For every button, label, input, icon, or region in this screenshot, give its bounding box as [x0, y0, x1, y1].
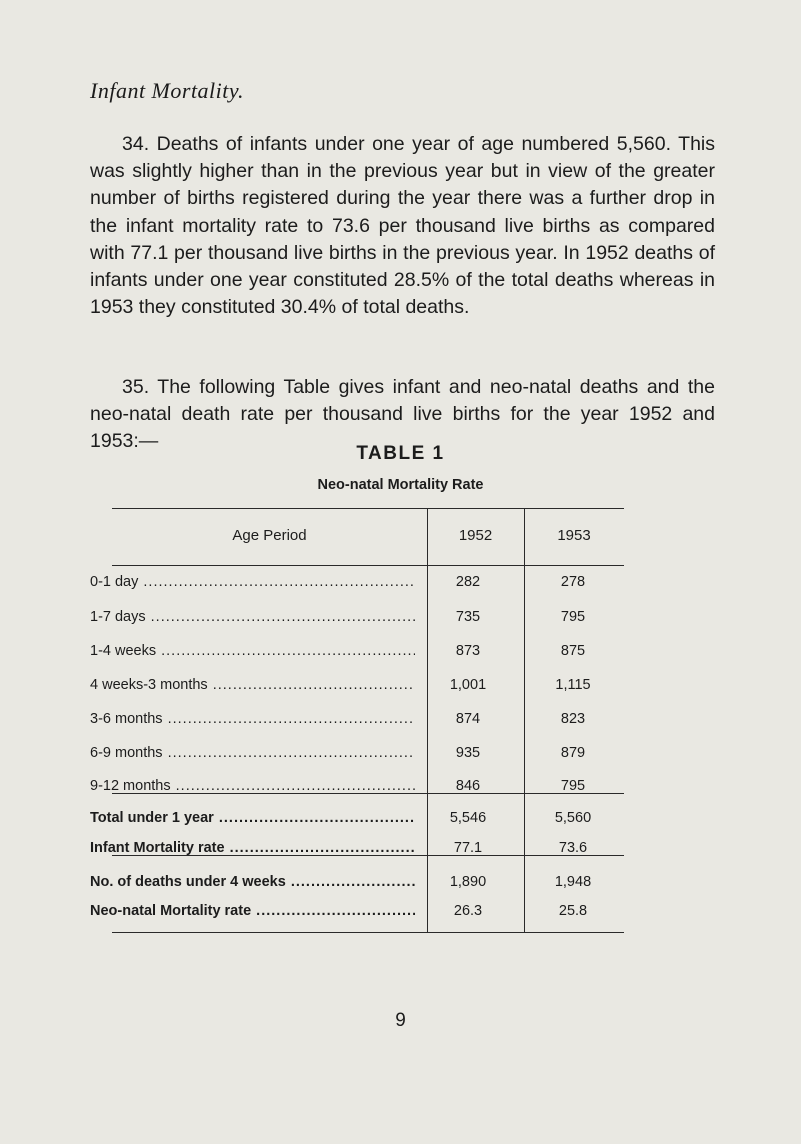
paragraph-35: 35. The following Table gives infant and neo-natal deaths and the neo-natal death rate per thousand live births for the year 1952 and 1953:— — [90, 376, 715, 453]
row-label: 0-1 day ..... — [90, 574, 415, 590]
value-1953: 875 — [560, 643, 586, 659]
value-1953: 278 — [560, 574, 586, 590]
value-1952: 874 — [455, 711, 481, 727]
table-bottom-rule — [112, 932, 624, 933]
value-1952: 735 — [455, 609, 481, 625]
value-1953: 879 — [560, 745, 586, 761]
value-1953: 25.8 — [558, 903, 588, 919]
value-1952: 1,890 — [449, 874, 487, 890]
row-label: Infant Mortality rate ..... — [90, 840, 415, 856]
table-row — [0, 778, 801, 798]
table-row — [0, 677, 801, 697]
value-1953: 1,948 — [554, 874, 592, 890]
value-1952: 1,001 — [449, 677, 487, 693]
table-row — [0, 609, 801, 629]
value-1953: 5,560 — [554, 810, 592, 826]
value-1953: 795 — [560, 609, 586, 625]
table-row — [0, 643, 801, 663]
row-label: 3-6 months ..... — [90, 711, 415, 727]
table-row — [0, 574, 801, 594]
table-row-neonatal-deaths — [0, 874, 801, 894]
table-row-total — [0, 810, 801, 830]
table-header-rule — [112, 565, 624, 566]
value-1953: 73.6 — [558, 840, 588, 856]
table-top-rule — [112, 508, 624, 509]
value-1952: 282 — [455, 574, 481, 590]
value-1952: 5,546 — [449, 810, 487, 826]
row-label: Neo-natal Mortality rate ..... — [90, 903, 415, 919]
value-1952: 846 — [455, 778, 481, 794]
row-label: 4 weeks-3 months ..... — [90, 677, 415, 693]
value-1953: 1,115 — [555, 677, 591, 693]
value-1952: 26.3 — [453, 903, 483, 919]
value-1952: 77.1 — [453, 840, 483, 856]
table-row — [0, 745, 801, 765]
section-heading: Infant Mortality. — [90, 78, 244, 103]
row-label: 9-12 months ..... — [90, 778, 415, 794]
paragraph-34: 34. Deaths of infants under one year of age numbered 5,560. This was slightly higher than in the previous year but in view of the greater number of births registered during the year there was a further drop in the infant mortality rate to 73.6 per thousand live births as compared with 77.1 per thousand live births in the previous year. In 1952 deaths of infants under one year constituted 28.5% of the total deaths whereas in 1953 they constituted 30.4% of total deaths. — [90, 133, 715, 319]
table-subtitle: Neo-natal Mortality Rate — [317, 477, 484, 493]
value-1952: 873 — [455, 643, 481, 659]
row-label: 1-4 weeks ..... — [90, 643, 415, 659]
value-1953: 795 — [560, 778, 586, 794]
row-label: Total under 1 year ..... — [90, 810, 415, 826]
row-label: No. of deaths under 4 weeks ..... — [90, 874, 415, 890]
table-row — [0, 711, 801, 731]
header-1953: 1953 — [557, 527, 591, 544]
row-label: 6-9 months ..... — [90, 745, 415, 761]
value-1953: 823 — [560, 711, 586, 727]
table-row-neonatal-rate — [0, 903, 801, 923]
value-1952: 935 — [455, 745, 481, 761]
header-age-period: Age Period — [232, 527, 307, 544]
row-label: 1-7 days ..... — [90, 609, 415, 625]
page-number: 9 — [395, 1010, 406, 1031]
header-1952: 1952 — [458, 527, 493, 544]
table-title: TABLE 1 — [356, 443, 445, 464]
table-row-infant-rate — [0, 840, 801, 860]
